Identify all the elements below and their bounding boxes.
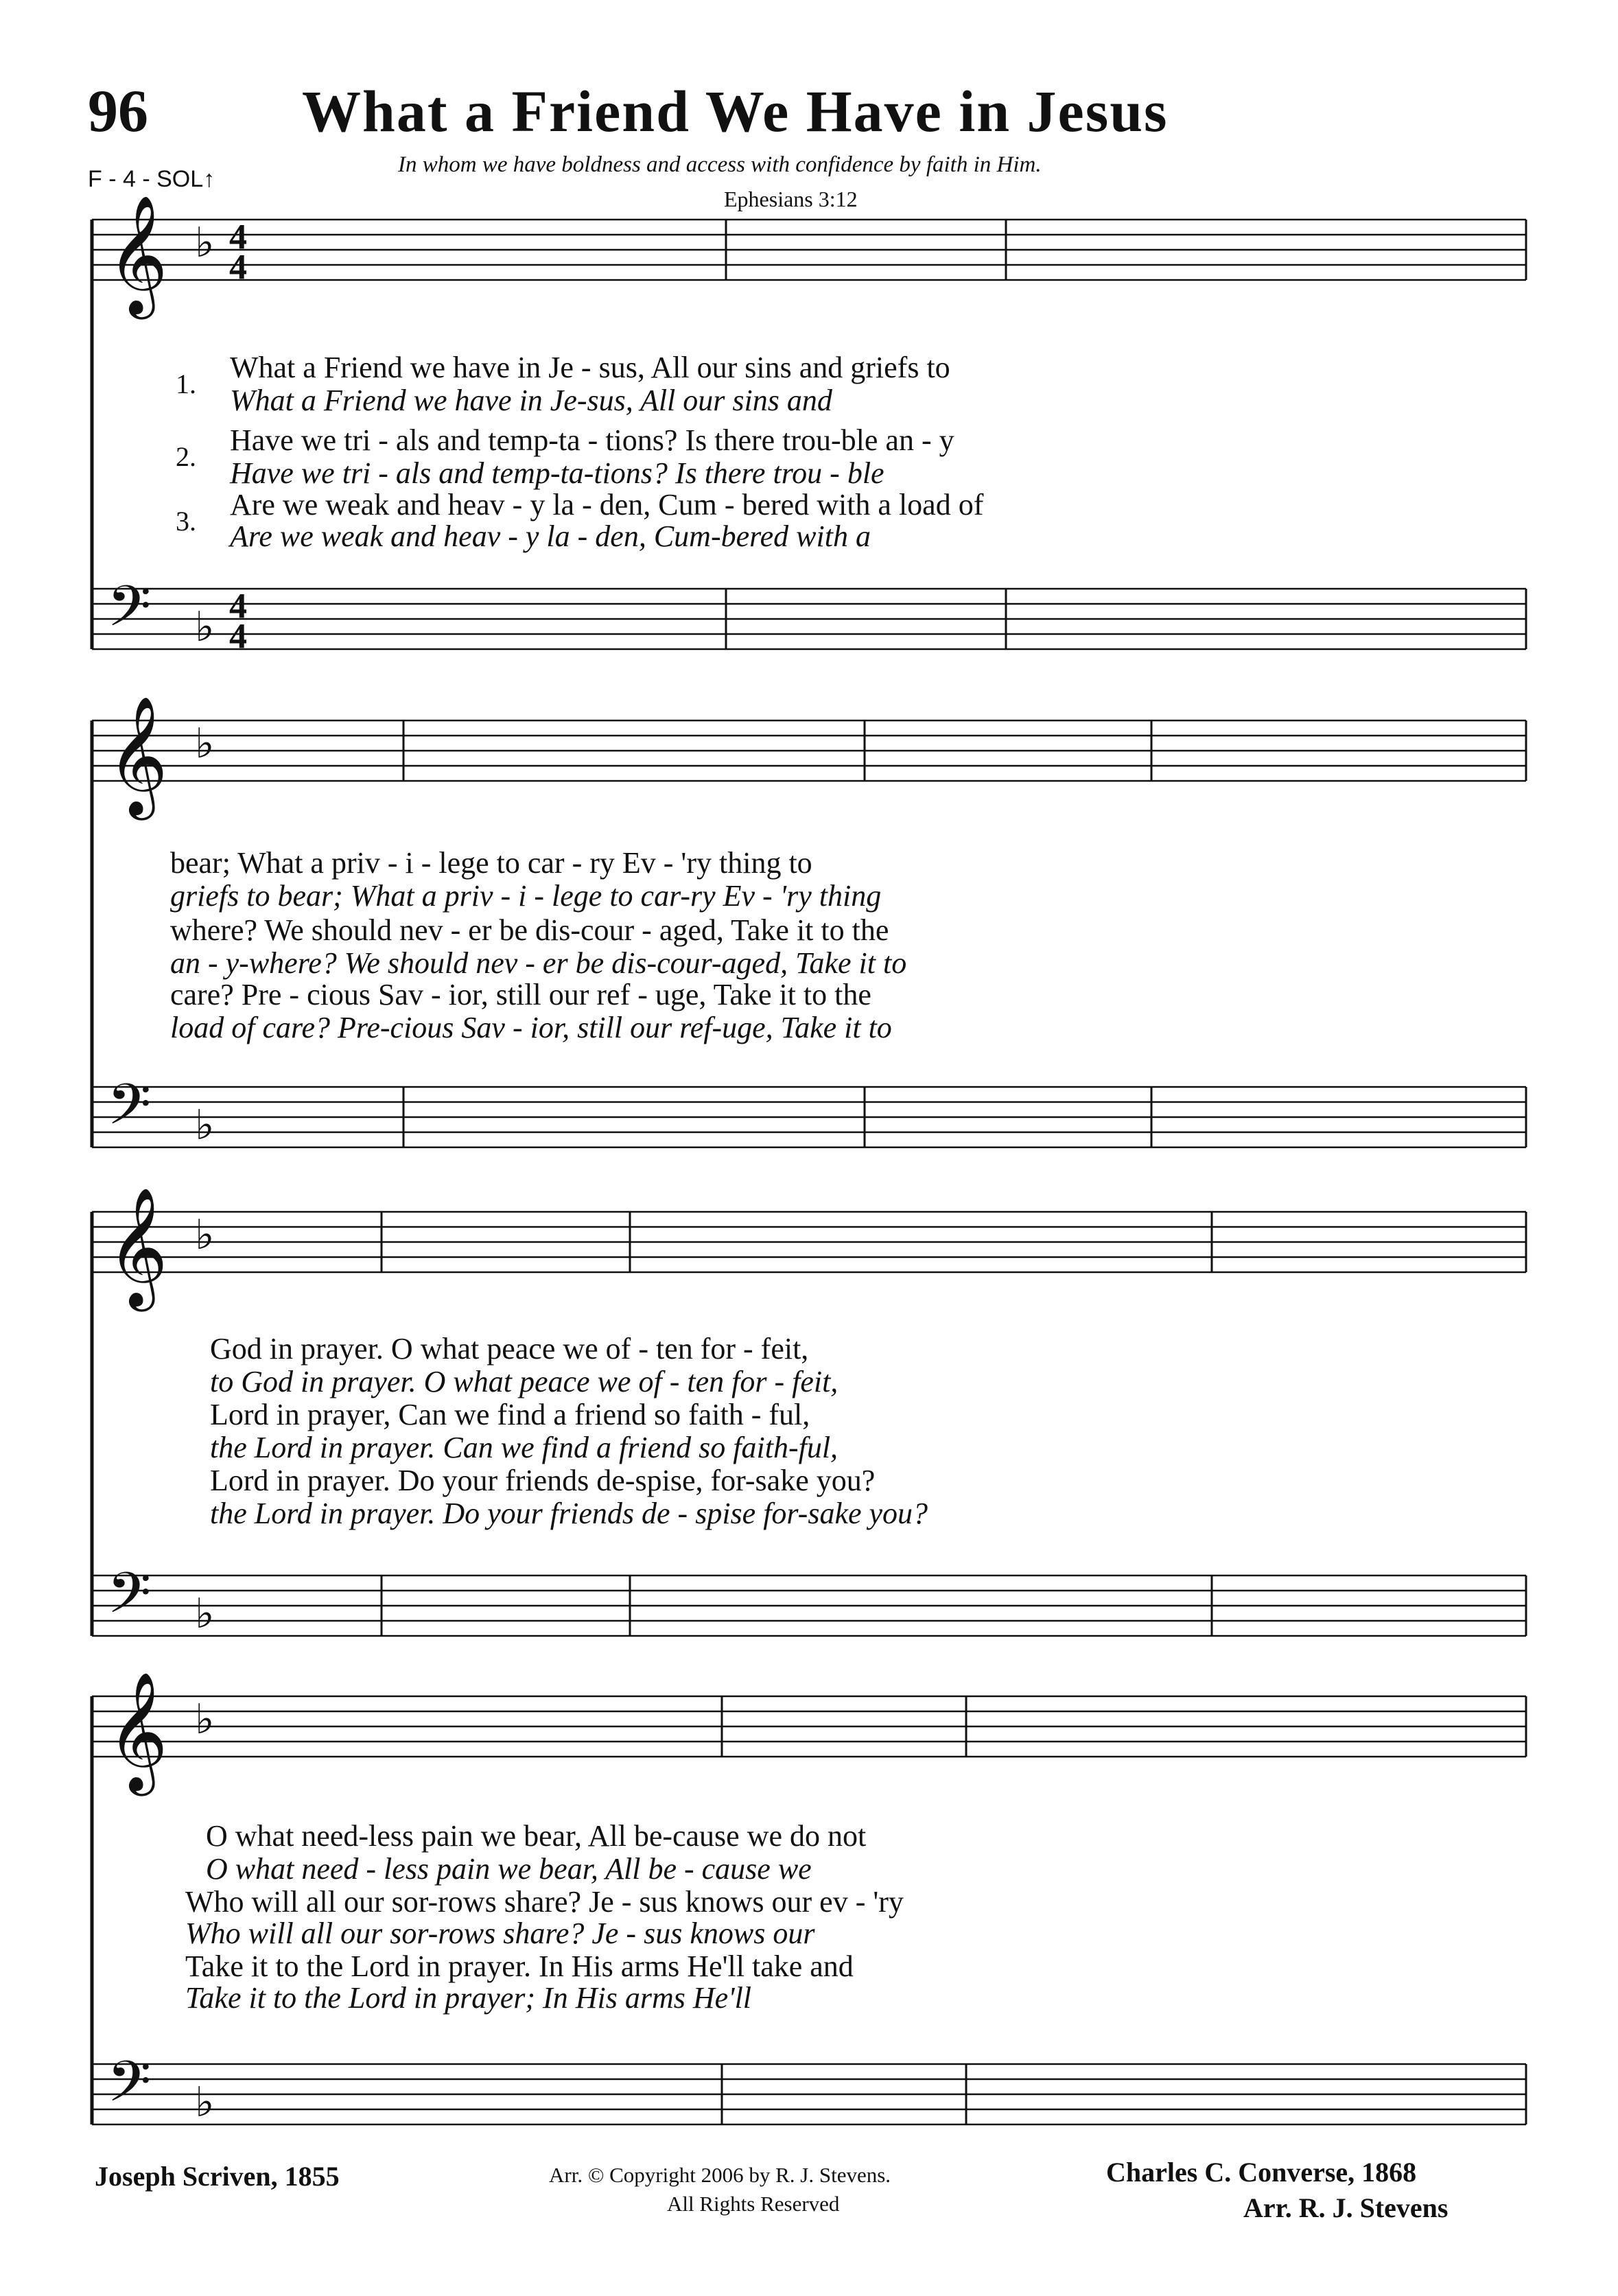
flat-icon: ♭ — [195, 219, 215, 267]
lyric-line: Have we tri - als and temp-ta - tions? Is there trou-ble an - y — [230, 423, 954, 457]
lyric-line: Are we weak and heav - y la - den, Cum - bered with a load of — [230, 488, 984, 522]
treble-clef-icon: 𝄞 — [107, 1187, 168, 1307]
bass-clef-icon: 𝄢 — [107, 573, 152, 653]
verse-number-2: 2. — [176, 441, 196, 472]
flat-icon: ♭ — [195, 1696, 215, 1744]
time-signature-top: 4 — [229, 218, 247, 257]
hymn-number: 96 — [88, 78, 148, 145]
lyric-line: O what need-less pain we bear, All be-cause we do not — [206, 1819, 867, 1853]
lyric-line: God in prayer. O what peace we of - ten for - feit, — [210, 1332, 809, 1366]
lyric-line: Have we tri - als and temp-ta-tions? Is there trou - ble — [230, 456, 884, 490]
treble-clef-icon: 𝄞 — [107, 696, 168, 815]
treble-clef-icon: 𝄞 — [107, 195, 168, 314]
verse-number-3: 3. — [176, 506, 196, 537]
lyric-line: Lord in prayer, Can we find a friend so faith - ful, — [210, 1398, 810, 1431]
bass-clef-icon: 𝄢 — [107, 1560, 152, 1640]
flat-icon: ♭ — [195, 1211, 215, 1259]
lyric-line: griefs to bear; What a priv - i - lege to car-ry Ev - 'ry thing — [170, 879, 882, 913]
lyric-line: Lord in prayer. Do your friends de-spise, for-sake you? — [210, 1464, 876, 1497]
lyric-line: Take it to the Lord in prayer; In His arms He'll — [185, 1981, 752, 2015]
bass-clef-icon: 𝄢 — [107, 2048, 152, 2129]
time-signature-bottom: 4 — [229, 248, 247, 287]
lyric-line: care? Pre - cious Sav - ior, still our ref - uge, Take it to the — [170, 978, 871, 1011]
lyric-line: to God in prayer. O what peace we of - ten for - feit, — [210, 1365, 839, 1398]
rights-notice: All Rights Reserved — [667, 2192, 840, 2216]
time-signature-bottom: 4 — [229, 617, 247, 656]
lyric-line: an - y-where? We should nev - er be dis-cour-aged, Take it to — [170, 946, 907, 980]
key-signature-label: F - 4 - SOL↑ — [88, 166, 215, 192]
lyric-line: What a Friend we have in Je - sus, All our sins and griefs to — [230, 351, 950, 384]
hymn-title: What a Friend We Have in Jesus — [302, 78, 1169, 144]
lyric-line: load of care? Pre-cious Sav - ior, still our ref-uge, Take it to — [170, 1011, 892, 1044]
epigraph: In whom we have boldness and access with confidence by faith in Him. — [398, 152, 1042, 177]
copyright-notice: Arr. © Copyright 2006 by R. J. Stevens. — [549, 2163, 891, 2187]
treble-clef-icon: 𝄞 — [107, 1672, 168, 1791]
lyric-line: What a Friend we have in Je-sus, All our sins and — [230, 384, 832, 417]
lyric-line: Who will all our sor-rows share? Je - sus knows our ev - 'ry — [185, 1885, 904, 1919]
lyric-line: Take it to the Lord in prayer. In His arms He'll take and — [185, 1949, 854, 1983]
lyric-line: bear; What a priv - i - lege to car - ry Ev - 'ry thing to — [170, 846, 812, 880]
lyric-line: the Lord in prayer. Do your friends de - spise for-sake you? — [210, 1497, 928, 1530]
flat-icon: ♭ — [195, 720, 215, 768]
arranger-credit: Arr. R. J. Stevens — [1243, 2192, 1449, 2223]
flat-icon: ♭ — [195, 2078, 215, 2127]
lyric-line: where? We should nev - er be dis-cour - aged, Take it to the — [170, 913, 889, 947]
flat-icon: ♭ — [195, 1590, 215, 1638]
lyric-line: Who will all our sor-rows share? Je - sus knows our — [185, 1917, 815, 1950]
flat-icon: ♭ — [195, 603, 215, 651]
bass-clef-icon: 𝄢 — [107, 1071, 152, 1151]
music-credit: Charles C. Converse, 1868 — [1106, 2157, 1417, 2188]
time-signature-top: 4 — [229, 587, 247, 626]
scripture-reference: Ephesians 3:12 — [724, 187, 858, 211]
words-credit: Joseph Scriven, 1855 — [95, 2161, 340, 2192]
flat-icon: ♭ — [195, 1101, 215, 1149]
lyric-line: Are we weak and heav - y la - den, Cum-bered with a — [230, 519, 871, 553]
lyric-line: O what need - less pain we bear, All be - cause we — [206, 1852, 812, 1886]
verse-number-1: 1. — [176, 368, 196, 399]
lyric-line: the Lord in prayer. Can we find a friend so faith-ful, — [210, 1431, 839, 1464]
